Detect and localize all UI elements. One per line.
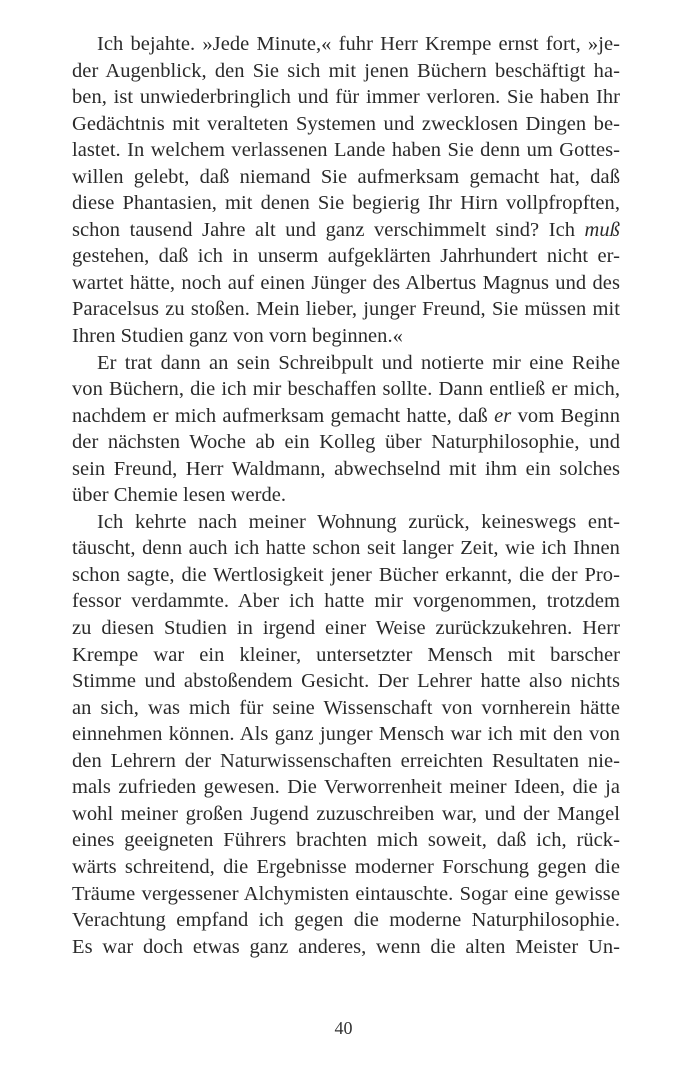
text-line [72, 403, 620, 430]
text-line: mals zufrieden gewesen. Die Verworrenheit meiner Ideen, die ja [72, 776, 620, 799]
text-line [72, 217, 620, 244]
text-run: schon tausend Jahre alt und ganz verschimmelt sind? Ich [72, 218, 585, 241]
emphasized-word: er [494, 404, 512, 427]
text-line: an sich, was mich für seine Wissenschaft von vornherein hätte [72, 696, 620, 719]
page-number-text: 40 [334, 1018, 353, 1038]
text-line: Stimme und abstoßendem Gesicht. Der Lehrer hatte also nichts [72, 670, 620, 693]
text-line: Ich kehrte nach meiner Wohnung zurück, keineswegs ent- [97, 510, 620, 533]
text-line: lastet. In welchem verlassenen Lande haben Sie denn um Gottes- [72, 139, 620, 162]
text-line: wärts schreitend, die Ergebnisse moderner Forschung gegen die [72, 855, 620, 878]
text-line: der Augenblick, den Sie sich mit jenen Büchern beschäftigt ha- [72, 59, 620, 82]
text-line: von Büchern, die ich mir beschaffen sollte. Dann entließ er mich, [72, 378, 620, 401]
text-line: Paracelsus zu stoßen. Mein lieber, junger Freund, Sie müssen mit [72, 298, 620, 321]
text-run: vom Beginn [511, 404, 620, 427]
text-line: gestehen, daß ich in unserm aufgeklärten Jahrhundert nicht er- [72, 245, 620, 268]
paragraph-1 [72, 31, 620, 350]
text-line: wartet hätte, noch auf einen Jünger des Albertus Magnus und des [72, 271, 620, 294]
text-line: fessor verdammte. Aber ich hatte mir vorgenommen, trotzdem [72, 590, 620, 613]
text-line: einnehmen können. Als ganz junger Mensch war ich mit den von [72, 723, 620, 746]
text-line: willen gelebt, daß niemand Sie aufmerksam gemacht hat, daß [72, 165, 620, 188]
text-line: Ich bejahte. »Jede Minute,« fuhr Herr Krempe ernst fort, »je- [97, 33, 620, 55]
text-line: diese Phantasien, mit denen Sie begierig Ihr Hirn vollpfropften, [72, 192, 620, 215]
text-line: den Lehrern der Naturwissenschaften erreichten Resultaten nie- [72, 749, 620, 772]
text-line: sein Freund, Herr Waldmann, abwechselnd mit ihm ein solches [72, 457, 620, 480]
text-line: Krempe war ein kleiner, untersetzter Mensch mit barscher [72, 643, 620, 666]
text-line: Es war doch etwas ganz anderes, wenn die alten Meister Un- [72, 935, 620, 958]
text-line: Ihren Studien ganz von vorn beginnen.« [72, 325, 403, 348]
emphasized-word: muß [584, 218, 620, 241]
text-line: über Chemie lesen werde. [72, 484, 287, 507]
paragraph-3 [72, 509, 620, 960]
text-line: eines geeigneten Führers brachten mich soweit, daß ich, rück- [72, 829, 620, 852]
text-run: nachdem er mich aufmerksam gemacht hatte, daß [72, 404, 495, 427]
text-line: ben, ist unwiederbringlich und für immer verloren. Sie haben Ihr [72, 86, 620, 109]
text-line: Träume vergessener Alchymisten eintauschte. Sogar eine gewisse [72, 882, 620, 905]
page-number [0, 1018, 687, 1039]
paragraph-2 [72, 350, 620, 509]
text-line: Gedächtnis mit veralteten Systemen und zwecklosen Dingen be- [72, 112, 620, 135]
text-line: Verachtung empfand ich gegen die moderne Naturphilosophie. [72, 909, 620, 932]
text-line: täuscht, denn auch ich hatte schon seit langer Zeit, wie ich Ihnen [72, 537, 620, 560]
text-line: wohl meiner großen Jugend zuzuschreiben war, und der Mangel [72, 802, 620, 825]
text-line: Er trat dann an sein Schreibpult und notierte mir eine Reihe [97, 351, 620, 374]
book-page-text [72, 31, 620, 960]
text-line: zu diesen Studien in irgend einer Weise zurückzukehren. Herr [72, 617, 620, 640]
text-line: schon sagte, die Wertlosigkeit jener Bücher erkannt, die der Pro- [72, 563, 620, 586]
text-line: der nächsten Woche ab ein Kolleg über Naturphilosophie, und [72, 431, 620, 454]
